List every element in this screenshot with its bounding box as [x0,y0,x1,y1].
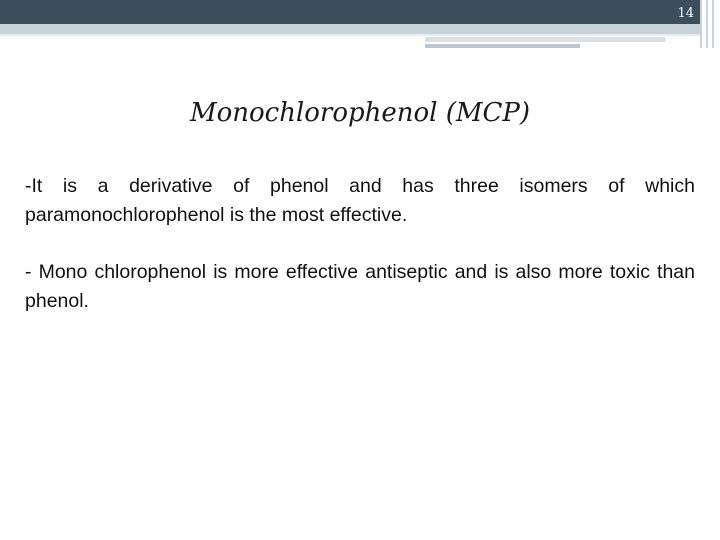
header-bar-thin [0,34,700,36]
body-paragraph: - Mono chlorophenol is more effective antiseptic and is also more toxic than phenol. [25,261,695,312]
body-paragraph: -It is a derivative of phenol and has three isomers of which paramonochlorophenol is the most effective. [25,175,695,226]
slide-body [25,172,695,344]
header-divider-line [706,0,708,48]
header-divider-line [712,0,714,48]
header-accent-bar-short [425,44,580,48]
slide-title: Monochlorophenol (MCP) [189,98,531,128]
header-accent-bar [425,37,665,42]
header-bar-light [0,24,700,34]
slide-number: 14 [677,6,694,21]
header-divider-line [700,0,702,48]
header-bar-dark [0,0,700,24]
